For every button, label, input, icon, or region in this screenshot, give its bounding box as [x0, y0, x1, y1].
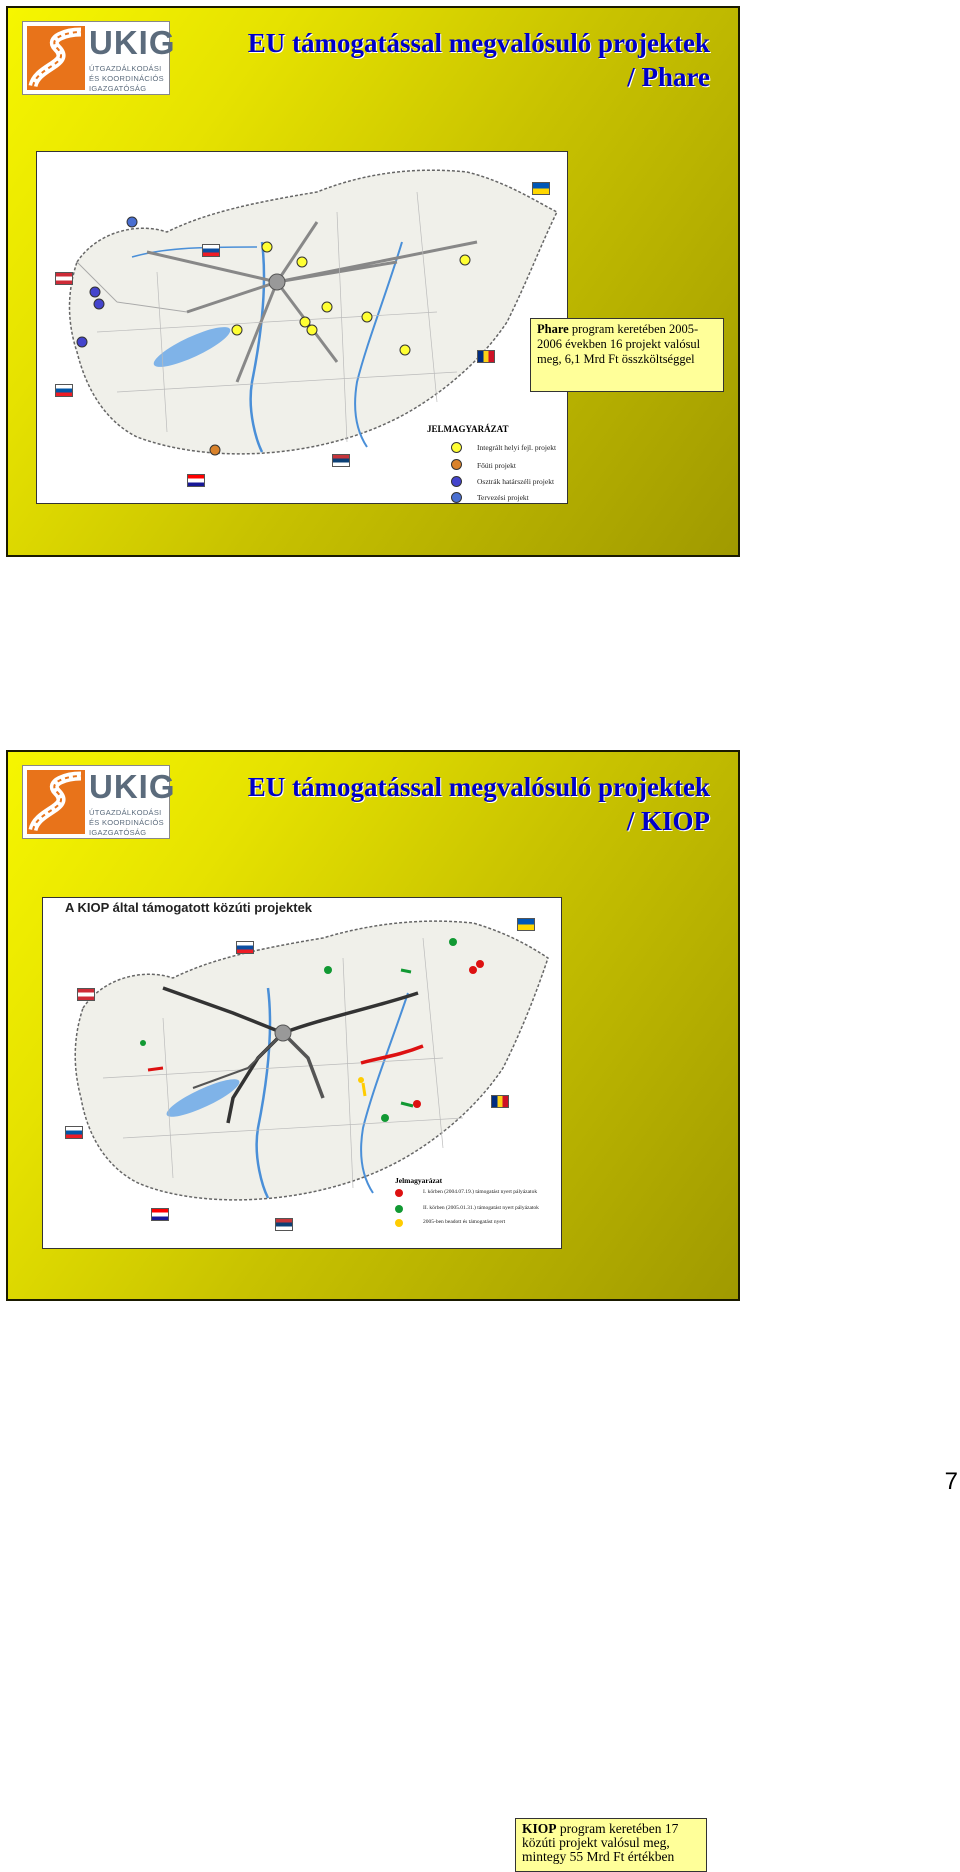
- legend-label-design: Tervezési projekt: [477, 493, 529, 502]
- slovakia-flag-icon: [236, 941, 254, 954]
- road-logo-icon: [27, 26, 85, 90]
- legend-dot-2005: [395, 1219, 403, 1227]
- slovenia-flag-icon: [65, 1126, 83, 1139]
- slide-title-line2: / Phare: [627, 62, 710, 92]
- legend-label-austrian-border: Osztrák határszéli projekt: [477, 477, 555, 486]
- logo-wordmark: UKIG: [89, 24, 176, 61]
- info-text: program keretében 2005-2006 években 16 projekt valósul meg, 6,1 Mrd Ft összköltséggel: [537, 322, 701, 366]
- logo-subtitle-3: IGAZGATÓSÁG: [89, 84, 147, 93]
- legend-dot-design: [451, 492, 462, 503]
- hungary-map-graphic: [43, 898, 561, 1248]
- slide-title-line1: EU támogatással megvalósuló projektek: [247, 28, 710, 58]
- legend-label-main-road: Főúti projekt: [477, 461, 516, 470]
- map-title: A KIOP által támogatott közúti projektek: [65, 900, 313, 915]
- austria-flag-icon: [77, 988, 95, 1001]
- kiop-info-box: [515, 1818, 707, 1872]
- page-number: 7: [944, 1468, 958, 1495]
- ukraine-flag-icon: [532, 182, 550, 195]
- romania-flag-icon: [491, 1095, 509, 1108]
- slide-title: [248, 26, 710, 94]
- logo-subtitle-2: ÉS KOORDINÁCIÓS: [89, 74, 164, 83]
- map-legend-title: Jelmagyarázat: [395, 1176, 443, 1185]
- serbia-flag-icon: [275, 1218, 293, 1231]
- slide-phare: [6, 6, 740, 557]
- legend-dot-round2: [395, 1205, 403, 1213]
- slide-title-line2: / KIOP: [626, 806, 710, 836]
- legend-label-integrated: Integrált helyi fejl. projekt: [477, 443, 557, 452]
- logo-subtitle-2: ÉS KOORDINÁCIÓS: [89, 818, 164, 827]
- croatia-flag-icon: [187, 474, 205, 487]
- ukig-logo: [22, 21, 176, 95]
- ukraine-flag-icon: [517, 918, 535, 931]
- slovakia-flag-icon: [202, 244, 220, 257]
- logo-wordmark: UKIG: [89, 768, 176, 805]
- austria-flag-icon: [55, 272, 73, 285]
- legend-dot-integrated: [451, 442, 462, 453]
- legend-label-2005: 2005-ben beadott és támogatást nyert: [423, 1219, 506, 1225]
- legend-dot-main-road: [451, 459, 462, 470]
- legend-label-round2: II. körben (2005.01.31.) támogatást nyert pályázatok: [423, 1205, 539, 1211]
- logo-subtitle-1: ÚTGAZDÁLKODÁSI: [89, 808, 162, 817]
- phare-project-map: [36, 151, 568, 504]
- info-program-name: Phare: [537, 322, 569, 336]
- slide-kiop: [6, 750, 740, 1864]
- logo-subtitle-3: IGAZGATÓSÁG: [89, 828, 147, 837]
- ukig-logo: [22, 765, 176, 839]
- romania-flag-icon: [477, 350, 495, 363]
- slide-title-line1: EU támogatással megvalósuló projektek: [247, 772, 710, 802]
- legend-label-round1: I. körben (2004.07.19.) támogatást nyert pályázatok: [423, 1189, 538, 1195]
- phare-info-box: [530, 318, 724, 392]
- kiop-project-map: [42, 897, 562, 1249]
- legend-dot-austrian-border: [451, 476, 462, 487]
- legend-dot-round1: [395, 1189, 403, 1197]
- logo-subtitle-1: ÚTGAZDÁLKODÁSI: [89, 64, 162, 73]
- serbia-flag-icon: [332, 454, 350, 467]
- info-text: program keretében 17 közúti projekt valósul meg, mintegy 55 Mrd Ft értékben: [522, 1821, 679, 1864]
- croatia-flag-icon: [151, 1208, 169, 1221]
- info-program-name: KIOP: [522, 1821, 557, 1836]
- slovenia-flag-icon: [55, 384, 73, 397]
- map-legend-title: JELMAGYARÁZAT: [427, 424, 509, 434]
- slide-title: [248, 770, 710, 838]
- road-logo-icon: [27, 770, 85, 834]
